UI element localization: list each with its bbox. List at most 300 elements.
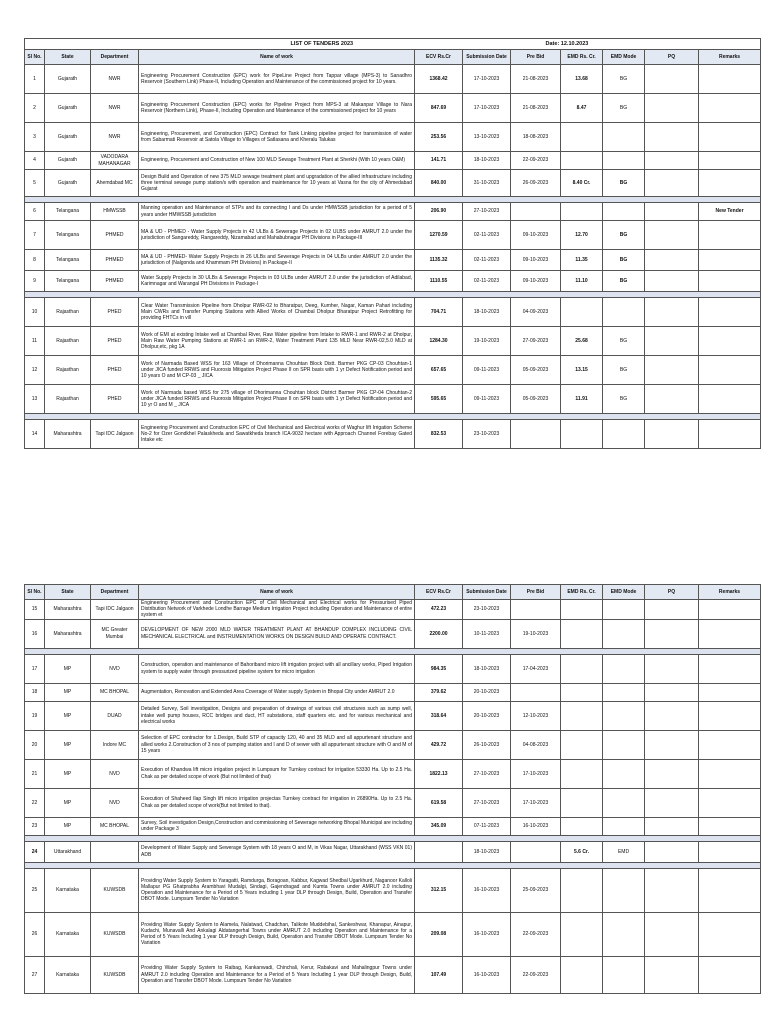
- table-row: [25, 619, 761, 648]
- cell-emd: 5.6 Cr.: [561, 841, 603, 862]
- cell-state: Telangana: [45, 203, 91, 221]
- cell-emd-mode: [603, 152, 645, 170]
- cell-submission-date: 27-10-2023: [463, 759, 511, 788]
- cell-remarks: [699, 298, 761, 327]
- cell-department: Ahemdabad MC: [91, 170, 139, 197]
- table-row: [25, 654, 761, 683]
- cell-pre-bid: 18-08-2023: [511, 123, 561, 152]
- cell-department: NWR: [91, 123, 139, 152]
- cell-submission-date: 23-10-2023: [463, 600, 511, 620]
- table-row: [25, 250, 761, 271]
- cell-emd: [561, 912, 603, 956]
- cell-pre-bid: 09-10-2023: [511, 221, 561, 250]
- cell-sl-no: 24: [25, 841, 45, 862]
- cell-emd-mode: [603, 123, 645, 152]
- cell-department: KUWSDB: [91, 868, 139, 912]
- cell-sl-no: 10: [25, 298, 45, 327]
- cell-emd-mode: [603, 788, 645, 817]
- header-row: [25, 585, 761, 600]
- cell-pq: [645, 65, 699, 94]
- cell-emd: [561, 956, 603, 993]
- cell-remarks: [699, 356, 761, 385]
- cell-name-of-work: Development of Water Supply and Sewerage System with 18 years O and M, in Vikas Nagar, Uttarakhand (WSS VKN 01) ADB: [139, 841, 415, 862]
- cell-emd-mode: [603, 759, 645, 788]
- cell-pre-bid: 22-09-2023: [511, 912, 561, 956]
- header-ecv: ECV Rs.Cr: [415, 585, 463, 600]
- header-pre-bid: Pre Bid: [511, 50, 561, 65]
- cell-department: NVD: [91, 788, 139, 817]
- header-row: [25, 50, 761, 65]
- cell-department: PHMED: [91, 250, 139, 271]
- cell-department: NVD: [91, 759, 139, 788]
- cell-sl-no: 23: [25, 817, 45, 835]
- cell-emd: 13.68: [561, 65, 603, 94]
- cell-pre-bid: [511, 600, 561, 620]
- cell-state: MP: [45, 817, 91, 835]
- cell-department: PHMED: [91, 271, 139, 292]
- header-emd-mode: EMD Mode: [603, 585, 645, 600]
- header-remarks: Remarks: [699, 50, 761, 65]
- cell-submission-date: 26-10-2023: [463, 730, 511, 759]
- cell-pq: [645, 654, 699, 683]
- doc-date: Date: 12.10.2023: [511, 39, 761, 50]
- cell-submission-date: 20-10-2023: [463, 683, 511, 701]
- cell-pq: [645, 912, 699, 956]
- cell-department: KUWSDB: [91, 912, 139, 956]
- cell-emd: 13.15: [561, 356, 603, 385]
- header-ecv: ECV Rs.Cr: [415, 50, 463, 65]
- tenders-table-part-2: [24, 584, 761, 994]
- table-row: [25, 701, 761, 730]
- header-department: Department: [91, 585, 139, 600]
- cell-name-of-work: Work of EMI at existing Intake well at Chambal River, Raw Water pipeline from Intake to RWR-1 and RWR-2 at Dholpur, Main Raw Water Pumping Stations at RWR-1 an RWR-2, Water Treatment Plant 135 MLD Near RWR-02,5.0 MLD at Dholpur,etc, pkg 1A: [139, 327, 415, 356]
- cell-department: NVD: [91, 654, 139, 683]
- cell-pq: [645, 759, 699, 788]
- cell-pre-bid: 25-09-2023: [511, 868, 561, 912]
- cell-pq: [645, 203, 699, 221]
- cell-emd-mode: [603, 203, 645, 221]
- cell-submission-date: 02-11-2023: [463, 250, 511, 271]
- cell-name-of-work: Augmentation, Renovation and Extended Area Coverage of Water supply System in Bhopal City under AMRUT 2.0: [139, 683, 415, 701]
- cell-pre-bid: 16-10-2023: [511, 817, 561, 835]
- cell-state: Maharashtra: [45, 619, 91, 648]
- cell-ecv: 832.53: [415, 420, 463, 449]
- cell-pq: [645, 123, 699, 152]
- cell-ecv: 1368.42: [415, 65, 463, 94]
- cell-emd-mode: [603, 600, 645, 620]
- tenders-table: [24, 38, 761, 449]
- cell-submission-date: 16-10-2023: [463, 912, 511, 956]
- cell-submission-date: 18-10-2023: [463, 298, 511, 327]
- cell-name-of-work: Manning operation and Maintenance of STPs and its connecting I and Ds under HMWSSB jurisdiction for a period of 5 years under HMWSSB jurisdiction: [139, 203, 415, 221]
- table-row: [25, 788, 761, 817]
- cell-pre-bid: 27-09-2023: [511, 327, 561, 356]
- cell-emd-mode: BG: [603, 94, 645, 123]
- cell-name-of-work: Engineering, Procurement, and Construction (EPC) Contract for Tank Linking pipeline project for transmission of water from Sabarmati Reservoir at Satola Village to Villages of Satlasana and Kheralu Talukas: [139, 123, 415, 152]
- cell-pq: [645, 868, 699, 912]
- cell-pq: [645, 221, 699, 250]
- cell-department: PHED: [91, 327, 139, 356]
- cell-emd-mode: [603, 683, 645, 701]
- cell-name-of-work: Construction, operation and maintenance of Bahoriband micro lift irrigation project with all ancillary works, Piped Irrigation system to supply water through pressurized pipeline system for micro irrigation: [139, 654, 415, 683]
- cell-sl-no: 20: [25, 730, 45, 759]
- cell-pre-bid: 09-10-2023: [511, 250, 561, 271]
- cell-department: Tapi IDC Jalgaon: [91, 420, 139, 449]
- cell-ecv: 984.35: [415, 654, 463, 683]
- cell-emd: 8.40 Cr.: [561, 170, 603, 197]
- table-row: [25, 356, 761, 385]
- cell-emd-mode: [603, 868, 645, 912]
- cell-remarks: [699, 817, 761, 835]
- cell-emd-mode: [603, 701, 645, 730]
- cell-sl-no: 18: [25, 683, 45, 701]
- cell-pq: [645, 730, 699, 759]
- cell-submission-date: 02-11-2023: [463, 271, 511, 292]
- cell-name-of-work: DEVELOPMENT OF NEW 2000 MLD WATER TREATMENT PLANT AT BHANDUP COMPLEX INCLUDING CIVIL MECHANICAL ELECTRICAL and INSTRUMENTATION WORKS ON DESIGN BUILD AND OPERATE CONTRACT.: [139, 619, 415, 648]
- cell-department: Indore MC: [91, 730, 139, 759]
- cell-department: NWR: [91, 65, 139, 94]
- cell-name-of-work: Selection of EPC contractor for 1.Design, Build STP of capacity 120, 40 and 35 MLD and all appurtenant structure and allied works 2.Construction of 3 nos of pumping station and I and D of sewer with all appurtenant structure with O and M of 15 years: [139, 730, 415, 759]
- cell-name-of-work: Clear Water Transmission Pipeline from Dholpur RWR-02 to Bharatpur, Deeg, Kumher, Nagar, Kaman Pahari including Main CWRs and Transfer Pumping Stations with Allied Works of Chambal Dholpur Bharatpur Project Retrofitting for providing FHTCs in vill: [139, 298, 415, 327]
- table-row: [25, 298, 761, 327]
- cell-pq: [645, 250, 699, 271]
- cell-state: MP: [45, 701, 91, 730]
- cell-pq: [645, 327, 699, 356]
- cell-emd: [561, 298, 603, 327]
- cell-sl-no: 11: [25, 327, 45, 356]
- cell-remarks: [699, 123, 761, 152]
- cell-emd: [561, 701, 603, 730]
- cell-emd: 11.91: [561, 385, 603, 414]
- cell-emd: [561, 868, 603, 912]
- table-row: [25, 123, 761, 152]
- cell-name-of-work: Providing Water Supply System to Yaragatti, Ramdurga, Boragoan, Kabbur, Kagwad Shedbal Ugarkhurd, Naganoor Kalloli Mallapur PG Ghatprabha Arambhavi Mudalgi, Sindagi, Gajendragad and Kumta Towns under AMRUT 2.0 including Operation and Maintenance for a Period of 5 Years including 1 year DLP through Design, Build, Operation and Transfer DBOT Mode. Lumpsum Tender No Variation: [139, 868, 415, 912]
- table-row: [25, 94, 761, 123]
- cell-state: MP: [45, 730, 91, 759]
- header-name-of-work: Name of work: [139, 585, 415, 600]
- cell-ecv: 312.15: [415, 868, 463, 912]
- cell-pq: [645, 152, 699, 170]
- header-remarks: Remarks: [699, 585, 761, 600]
- cell-remarks: [699, 868, 761, 912]
- cell-state: Karnataka: [45, 912, 91, 956]
- cell-state: Gujarath: [45, 152, 91, 170]
- cell-state: MP: [45, 759, 91, 788]
- cell-state: Telangana: [45, 271, 91, 292]
- cell-emd-mode: BG: [603, 170, 645, 197]
- header-submission-date: Submission Date: [463, 50, 511, 65]
- cell-pq: [645, 788, 699, 817]
- cell-pre-bid: 19-10-2023: [511, 619, 561, 648]
- cell-pre-bid: 05-09-2023: [511, 356, 561, 385]
- cell-remarks: [699, 912, 761, 956]
- cell-submission-date: 02-11-2023: [463, 221, 511, 250]
- cell-sl-no: 2: [25, 94, 45, 123]
- cell-pre-bid: 22-09-2023: [511, 956, 561, 993]
- cell-remarks: [699, 759, 761, 788]
- cell-department: PHMED: [91, 221, 139, 250]
- cell-ecv: 429.72: [415, 730, 463, 759]
- cell-remarks: [699, 701, 761, 730]
- cell-department: Tapi IDC Jalgaon: [91, 600, 139, 620]
- cell-department: KUWSDB: [91, 956, 139, 993]
- cell-pre-bid: [511, 420, 561, 449]
- cell-pre-bid: [511, 203, 561, 221]
- cell-emd-mode: BG: [603, 356, 645, 385]
- cell-ecv: 472.23: [415, 600, 463, 620]
- cell-name-of-work: Engineering Procurement and Construction EPC of Civil Mechanical and Electrical works for Pressurised Piped Distribution Network of Varkhede Londhe Barrage Medium Irrigation Project including Operation and Maintenance of entire system et: [139, 600, 415, 620]
- cell-department: PHED: [91, 356, 139, 385]
- cell-sl-no: 16: [25, 619, 45, 648]
- cell-state: Karnataka: [45, 868, 91, 912]
- cell-emd: [561, 420, 603, 449]
- tenders-table: [24, 584, 761, 994]
- cell-emd: [561, 203, 603, 221]
- cell-emd: [561, 817, 603, 835]
- cell-emd-mode: [603, 817, 645, 835]
- cell-name-of-work: Engineering Procurement and Construction EPC of Civil Mechanical and Electrical works of Waghur lift Irrigation Scheme No-2 for Ozer Gondkhel Palaskheda and Sawatkheda branch ICA-9032 hectare with Approach Channel Forebay Gated Intake etc: [139, 420, 415, 449]
- cell-ecv: 1270.59: [415, 221, 463, 250]
- cell-ecv: 141.71: [415, 152, 463, 170]
- cell-department: [91, 841, 139, 862]
- cell-submission-date: 16-10-2023: [463, 956, 511, 993]
- cell-state: MP: [45, 654, 91, 683]
- cell-submission-date: 16-10-2023: [463, 868, 511, 912]
- table-row: [25, 841, 761, 862]
- table-row: [25, 730, 761, 759]
- cell-name-of-work: MA & UD - PHMED - Water Supply Projects in 42 ULBs & Sewerage Projects in 02 ULBS under AMRUT 2.0 under the jurisdiction of Sangareddy, Rangareddy, Nizamabad and Mahabubnagar PH Divisions in Package-III: [139, 221, 415, 250]
- cell-state: Uttarakhand: [45, 841, 91, 862]
- cell-submission-date: 17-10-2023: [463, 65, 511, 94]
- cell-submission-date: 27-10-2023: [463, 788, 511, 817]
- table-row: [25, 912, 761, 956]
- cell-emd-mode: [603, 298, 645, 327]
- cell-emd: 11.35: [561, 250, 603, 271]
- cell-ecv: 1822.13: [415, 759, 463, 788]
- cell-ecv: 657.65: [415, 356, 463, 385]
- cell-pre-bid: 17-04-2023: [511, 654, 561, 683]
- cell-department: PHED: [91, 385, 139, 414]
- table-row: [25, 420, 761, 449]
- cell-state: Gujarath: [45, 94, 91, 123]
- cell-pq: [645, 271, 699, 292]
- table-row: [25, 385, 761, 414]
- cell-name-of-work: Engineering, Procurement and Construction of New 100 MLD Sewage Treatment Plant at Sherkhi (With 10 years O&M): [139, 152, 415, 170]
- table-row: [25, 221, 761, 250]
- cell-pre-bid: 04-08-2023: [511, 730, 561, 759]
- cell-ecv: 1284.30: [415, 327, 463, 356]
- header-sl-no: Sl No.: [25, 585, 45, 600]
- cell-emd: 25.68: [561, 327, 603, 356]
- cell-pq: [645, 619, 699, 648]
- cell-ecv: 1110.55: [415, 271, 463, 292]
- cell-submission-date: 13-10-2023: [463, 123, 511, 152]
- table-row: [25, 327, 761, 356]
- cell-submission-date: 20-10-2023: [463, 701, 511, 730]
- cell-department: MC BHOPAL: [91, 683, 139, 701]
- table-row: [25, 956, 761, 993]
- header-state: State: [45, 585, 91, 600]
- cell-name-of-work: Design Build and Operation of new 375 MLD sewage treatment plant and upgradation of the allied infrastructure including three terminal sewage pump station/s with operation and maintenance for 10 years at Vasna for the city of Ahmedabad Gujarat: [139, 170, 415, 197]
- header-state: State: [45, 50, 91, 65]
- cell-name-of-work: Water Supply Projects in 30 ULBs & Sewerage Projects in 03 ULBs under AMRUT 2.0 under the jurisdiction of Adilabad, Karimnagar and Warangal PH Divisions in Package-I: [139, 271, 415, 292]
- cell-remarks: [699, 730, 761, 759]
- cell-state: Gujarath: [45, 65, 91, 94]
- cell-sl-no: 4: [25, 152, 45, 170]
- cell-emd: 8.47: [561, 94, 603, 123]
- cell-ecv: 704.71: [415, 298, 463, 327]
- cell-ecv: 345.09: [415, 817, 463, 835]
- cell-pre-bid: 17-10-2023: [511, 759, 561, 788]
- cell-pre-bid: 21-08-2023: [511, 65, 561, 94]
- cell-name-of-work: MA & UD - PHMED- Water Supply Projects in 26 ULBs and Sewerage Projects in 04 ULBs under AMRUT 2.0 under the jurisdiction of (Nalgonda and Khammam PH Divisions) in Package-II: [139, 250, 415, 271]
- cell-pre-bid: [511, 683, 561, 701]
- cell-department: DUAD: [91, 701, 139, 730]
- cell-pre-bid: 22-09-2023: [511, 152, 561, 170]
- cell-emd: [561, 152, 603, 170]
- cell-submission-date: 19-10-2023: [463, 327, 511, 356]
- cell-pq: [645, 356, 699, 385]
- cell-department: VADODARA MAHANAGAR: [91, 152, 139, 170]
- cell-emd-mode: BG: [603, 385, 645, 414]
- cell-department: HMWSSB: [91, 203, 139, 221]
- header-sl-no: Sl No.: [25, 50, 45, 65]
- cell-pre-bid: 17-10-2023: [511, 788, 561, 817]
- cell-ecv: [415, 841, 463, 862]
- cell-department: MC BHOPAL: [91, 817, 139, 835]
- cell-pre-bid: 05-09-2023: [511, 385, 561, 414]
- table-row: [25, 203, 761, 221]
- cell-ecv: 206.90: [415, 203, 463, 221]
- cell-name-of-work: Providing Water Supply System to Raibag, Kankanwadi, Chinchali, Kerur, Rabakavi and Mahalingpur Towns under AMRUT 2.0 including Operation and Maintenance for a Period of 5 Years Including 1 year DLP through Design, Build, Operation and Transfer DBOT Mode. Lumpsum Tender No Variation: [139, 956, 415, 993]
- title-row: [25, 39, 761, 50]
- cell-name-of-work: Detailed Survey, Soil investigation, Designs and preparation of drawings of various civil structures such as sump well, intake well pump houses, RCC bridges and duct, HT substations, staff quarters etc. and for various mechanical and electrical works: [139, 701, 415, 730]
- cell-emd: [561, 730, 603, 759]
- cell-emd: [561, 123, 603, 152]
- cell-emd-mode: [603, 654, 645, 683]
- cell-emd-mode: BG: [603, 271, 645, 292]
- table-row: [25, 271, 761, 292]
- cell-remarks: [699, 619, 761, 648]
- cell-sl-no: 8: [25, 250, 45, 271]
- cell-pq: [645, 385, 699, 414]
- cell-sl-no: 21: [25, 759, 45, 788]
- cell-emd: [561, 619, 603, 648]
- cell-ecv: 209.08: [415, 912, 463, 956]
- cell-state: Telangana: [45, 250, 91, 271]
- cell-submission-date: 09-11-2023: [463, 385, 511, 414]
- header-pq: PQ: [645, 585, 699, 600]
- cell-sl-no: 6: [25, 203, 45, 221]
- cell-remarks: [699, 420, 761, 449]
- cell-state: Rajasthan: [45, 385, 91, 414]
- cell-sl-no: 14: [25, 420, 45, 449]
- cell-name-of-work: Execution of Shaheed Ilap Singh lift micro irrigation projectas Turnkey contract for irrigation in 26890Ha. Up to 2.5 Ha. Chak as per detailed scope of work(But not limited to that).: [139, 788, 415, 817]
- cell-pq: [645, 600, 699, 620]
- cell-remarks: [699, 654, 761, 683]
- cell-submission-date: 23-10-2023: [463, 420, 511, 449]
- cell-ecv: 107.49: [415, 956, 463, 993]
- cell-state: Rajasthan: [45, 356, 91, 385]
- table-row: [25, 152, 761, 170]
- cell-name-of-work: Engineering Procurement Construction (EPC) works for Pipeline Project from MPS-3 at Makanpar Village to Nara Reservoir (Northern Link), Phase-II, Including Operation and Maintenance of the commissioned project for 10 years: [139, 94, 415, 123]
- cell-remarks: [699, 841, 761, 862]
- cell-remarks: [699, 250, 761, 271]
- cell-pq: [645, 170, 699, 197]
- cell-submission-date: 18-10-2023: [463, 654, 511, 683]
- cell-remarks: [699, 65, 761, 94]
- cell-pq: [645, 94, 699, 123]
- header-name-of-work: Name of work: [139, 50, 415, 65]
- cell-pq: [645, 298, 699, 327]
- table-row: [25, 868, 761, 912]
- header-emd-mode: EMD Mode: [603, 50, 645, 65]
- cell-submission-date: 09-11-2023: [463, 356, 511, 385]
- cell-pre-bid: 09-10-2023: [511, 271, 561, 292]
- cell-sl-no: 3: [25, 123, 45, 152]
- cell-sl-no: 12: [25, 356, 45, 385]
- table-row: [25, 683, 761, 701]
- cell-emd-mode: [603, 420, 645, 449]
- cell-name-of-work: Survey, Soil investigation Design,Construction and commissioning of Sewerage networking Bhopal Municipal are including under Package 3: [139, 817, 415, 835]
- cell-state: MP: [45, 788, 91, 817]
- table-row: [25, 65, 761, 94]
- cell-emd-mode: [603, 956, 645, 993]
- cell-sl-no: 9: [25, 271, 45, 292]
- header-emd: EMD Rs. Cr.: [561, 585, 603, 600]
- cell-department: PHED: [91, 298, 139, 327]
- cell-remarks: [699, 600, 761, 620]
- table-row: [25, 759, 761, 788]
- cell-pre-bid: 04-09-2023: [511, 298, 561, 327]
- cell-sl-no: 26: [25, 912, 45, 956]
- cell-submission-date: 27-10-2023: [463, 203, 511, 221]
- cell-remarks: [699, 788, 761, 817]
- cell-remarks: [699, 94, 761, 123]
- cell-name-of-work: Engineering Procurement Construction (EPC) work for PipeLine Project from Tappar village (MPS-3) to Sanadhro Reservoir (Southern Link) Phase-II, Including Operation and Maintenance of the commissioned project for 10 years.: [139, 65, 415, 94]
- cell-submission-date: 18-10-2023: [463, 152, 511, 170]
- cell-sl-no: 5: [25, 170, 45, 197]
- cell-submission-date: 10-11-2023: [463, 619, 511, 648]
- cell-remarks: [699, 385, 761, 414]
- cell-sl-no: 19: [25, 701, 45, 730]
- cell-remarks: [699, 683, 761, 701]
- cell-pq: [645, 683, 699, 701]
- doc-title: LIST OF TENDERS 2023: [25, 39, 511, 50]
- cell-emd-mode: [603, 730, 645, 759]
- cell-emd-mode: BG: [603, 250, 645, 271]
- header-pre-bid: Pre Bid: [511, 585, 561, 600]
- cell-state: Rajasthan: [45, 298, 91, 327]
- cell-sl-no: 27: [25, 956, 45, 993]
- cell-remarks: [699, 221, 761, 250]
- cell-pq: [645, 841, 699, 862]
- cell-pq: [645, 420, 699, 449]
- cell-name-of-work: Execution of Khandwa lift micro irrigation project in Lumpsum for Turnkey contract for irrigation 53330 Ha. Up to 2.5 Ha. Chak as per detailed scope of work (But not limited of that): [139, 759, 415, 788]
- tenders-table-part-1: [24, 38, 761, 449]
- cell-name-of-work: Providing Water Supply System to Alamela, Nalatwad, Chadchan, Talikote Muddebihal, Sankeshwar, Khanapur, Ainapur, Kudachi, Munavalli And Ankalagi Aldatangerhal Towns under AMRUT 2.0 including Operation and Maintenance for a Period of 5 Years Including 1 year DLP through Design, Build, Operation and Transfer DBOT Mode. Lumpsum Tender No Variation: [139, 912, 415, 956]
- cell-ecv: 595.65: [415, 385, 463, 414]
- cell-pq: [645, 701, 699, 730]
- cell-ecv: 253.56: [415, 123, 463, 152]
- cell-department: MC Greater Mumbai: [91, 619, 139, 648]
- cell-pre-bid: 12-10-2023: [511, 701, 561, 730]
- header-department: Department: [91, 50, 139, 65]
- cell-name-of-work: Work of Narmada Based WSS for 163 Village of Dhorimanna Chouhtan Block Distt. Barmer PKG CP-03 Chouhtan-1 under JICA funded RRWS and Fluorosis Mitigation Project Phase II on SPR basis with 1 yr Defect Notification period and 10 years O and M CP-03 _ JICA: [139, 356, 415, 385]
- cell-ecv: 2200.00: [415, 619, 463, 648]
- cell-submission-date: 07-11-2023: [463, 817, 511, 835]
- cell-emd-mode: BG: [603, 221, 645, 250]
